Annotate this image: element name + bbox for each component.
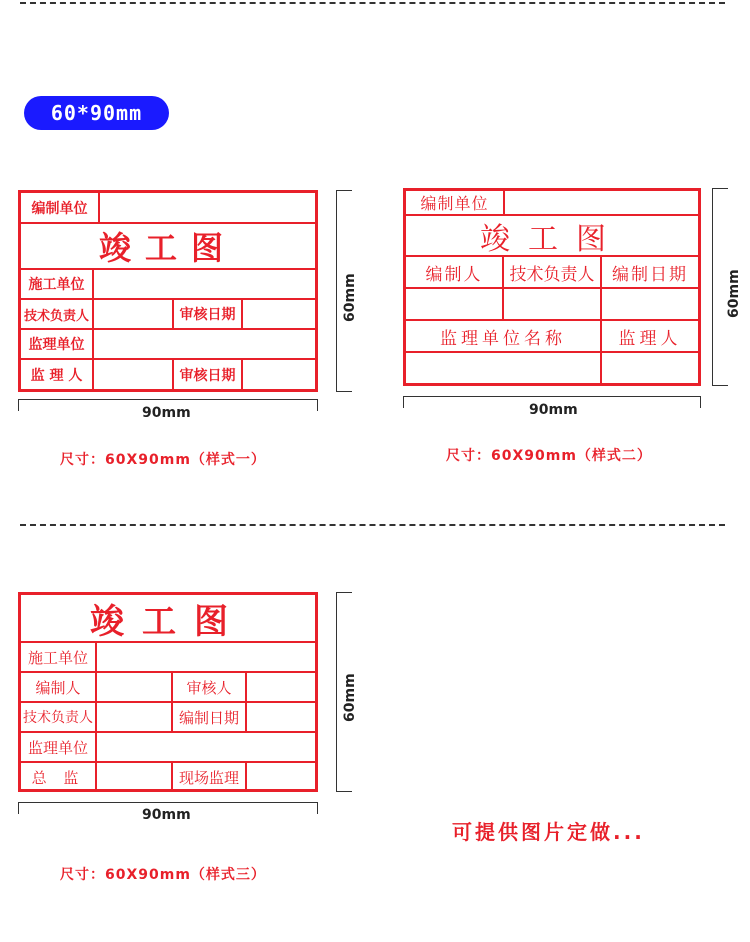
stamp1-label-supervisor: 监 理 人: [21, 360, 94, 390]
stamp2-col-date: 编制日期: [612, 264, 688, 285]
stamp3-label-supervision: 监理单位: [21, 733, 97, 761]
stamp2-cell-tech-value: [504, 289, 602, 319]
stamp3-label-tech: 技术负责人: [21, 703, 97, 731]
stamp2-row-headers: [406, 257, 698, 289]
middle-divider: [20, 524, 725, 526]
stamp2-caption: 尺寸：60X90mm（样式二）: [446, 448, 652, 464]
stamp2-title: 竣工图: [480, 221, 624, 257]
stamp3-label-reviewer: 审核人: [173, 673, 247, 701]
stamp3-label-chief: 总 监: [21, 763, 97, 791]
stamp3-height-label: 60mm: [342, 673, 358, 722]
stamp3-row-chief: [21, 763, 315, 791]
stamp2-row-title: [406, 216, 698, 257]
stamp2-row-supervision-values: [406, 353, 698, 383]
stamp3-label-site: 现场监理: [173, 763, 247, 791]
stamp2-height-label: 60mm: [726, 269, 742, 318]
stamp2-col-compiler: 编制人: [406, 257, 504, 287]
stamp3-row-title: [21, 595, 315, 643]
size-badge: 60*90mm: [24, 96, 169, 130]
stamp1-width-label: 90mm: [142, 405, 191, 421]
stamp3-label-construction: 施工单位: [21, 643, 97, 671]
stamp2-width-label: 90mm: [529, 402, 578, 418]
stamp3-row-construction: [21, 643, 315, 673]
custom-order-note: 可提供图片定做...: [452, 820, 645, 844]
stamp1-row-tech: [21, 300, 315, 330]
stamp1-cell-tech-value: [94, 300, 174, 328]
stamp1-row-construction: [21, 270, 315, 300]
stamp1-row-title: [21, 224, 315, 270]
stamp3-cell-compiler-value: [97, 673, 173, 701]
stamp1-label-tech: 技术负责人: [21, 300, 94, 328]
stamp3-label-compiler: 编制人: [21, 673, 97, 701]
stamp2-row-values: [406, 289, 698, 321]
stamp1-title: 竣工图: [98, 229, 237, 267]
stamp2-cell-supervision-value: [406, 353, 602, 383]
stamp1-label-review-date: 审核日期: [174, 300, 243, 328]
stamp-style-1: [18, 190, 318, 392]
stamp1-height-label: 60mm: [342, 273, 358, 322]
stamp3-row-tech: [21, 703, 315, 733]
stamp3-label-compile-date: 编制日期: [173, 703, 247, 731]
stamp1-row-org: [21, 193, 315, 224]
stamp1-row-supervisor: [21, 360, 315, 390]
stamp2-col-supervision-name: 监理单位名称: [406, 321, 602, 351]
stamp3-caption: 尺寸：60X90mm（样式三）: [60, 867, 266, 883]
stamp2-col-tech: 技术负责人: [504, 257, 602, 287]
stamp2-cell-compiler-value: [406, 289, 504, 319]
stamp-style-2: [403, 188, 701, 386]
stamp1-row-supervision: [21, 330, 315, 360]
stamp3-cell-tech-value: [97, 703, 173, 731]
stamp1-label-supervision: 监理单位: [21, 330, 94, 358]
stamp2-label-org: 编制单位: [406, 191, 505, 214]
stamp2-row-supervision-headers: [406, 321, 698, 353]
stamp1-label-org: 编制单位: [21, 193, 100, 222]
stamp1-caption: 尺寸：60X90mm（样式一）: [60, 452, 266, 468]
stamp2-row-org: [406, 191, 698, 216]
stamp1-cell-supervisor-value: [94, 360, 174, 390]
stamp1-label-construction: 施工单位: [21, 270, 94, 298]
stamp3-cell-chief-value: [97, 763, 173, 791]
stamp1-label-review-date-2: 审核日期: [174, 360, 243, 390]
stamp3-title: 竣工图: [90, 601, 246, 642]
top-divider: [20, 2, 725, 4]
stamp-style-3: [18, 592, 318, 792]
stamp2-col-supervisor: 监理人: [618, 328, 682, 349]
stamp3-width-label: 90mm: [142, 807, 191, 823]
stamp3-row-compiler: [21, 673, 315, 703]
stamp3-row-supervision: [21, 733, 315, 763]
